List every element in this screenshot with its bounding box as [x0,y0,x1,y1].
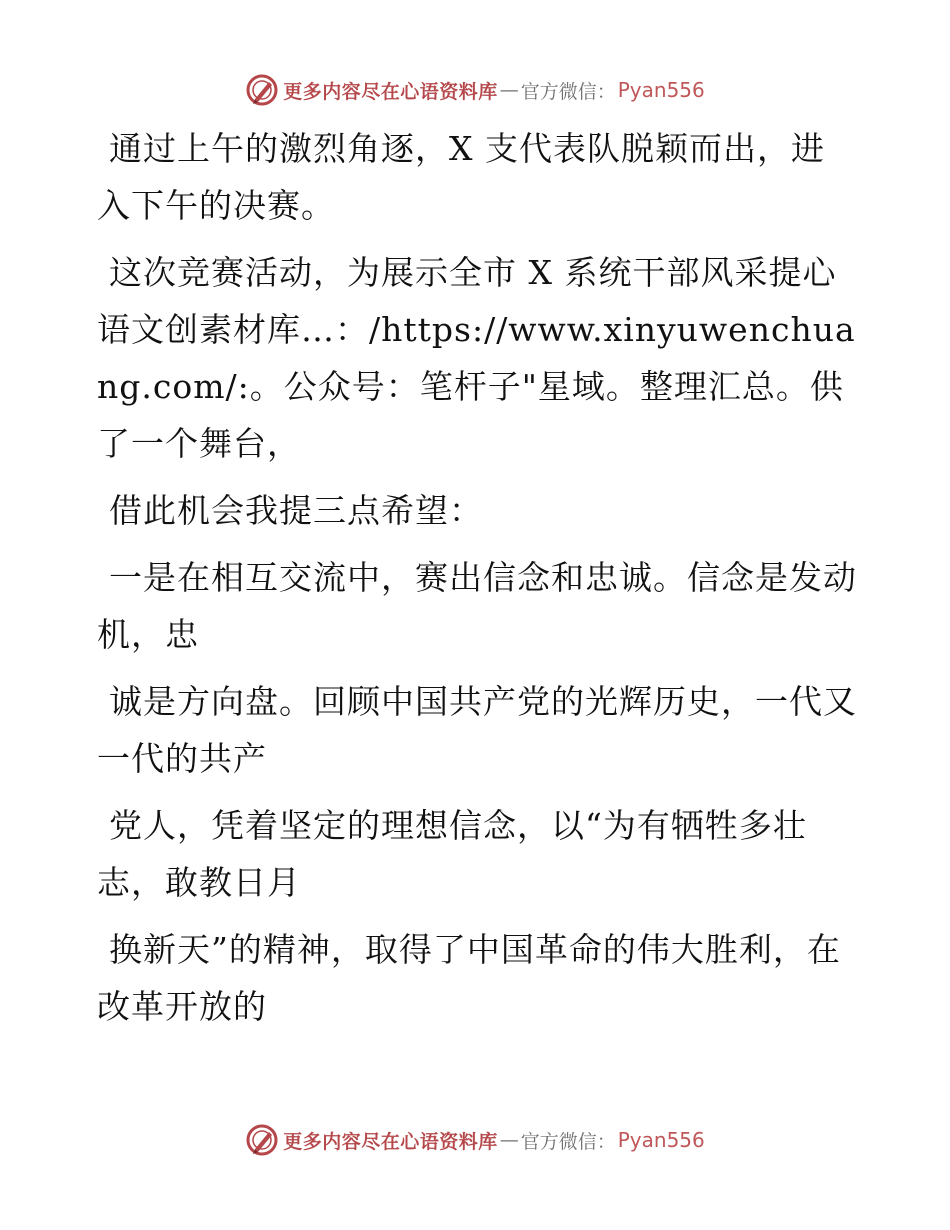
footer-watermark [0,1120,950,1160]
watermark-wechat-id: Pyan556 [617,78,705,102]
paragraph-7: 换新天”的精神，取得了中国革命的伟大胜利，在改革开放的 [97,930,841,1026]
watermark-dash: — [499,79,519,101]
watermark-wechat-id: Pyan556 [617,1128,705,1152]
watermark-dash: — [499,1129,519,1151]
paragraph-5: 诚是方向盘。回顾中国共产党的光辉历史，一代又一代的共产 [97,682,857,778]
document-body [97,120,857,1045]
paragraph-1: 通过上午的激烈角逐，X 支代表队脱颖而出，进入下午的决赛。 [97,129,825,225]
paragraph-6: 党人，凭着坚定的理想信念，以“为有牺牲多壮志，敢教日月 [97,806,807,902]
paragraph-3: 借此机会我提三点希望： [109,491,483,530]
watermark-site-text: 更多内容尽在心语资料库 [283,1130,498,1153]
header-watermark [0,70,950,110]
watermark-wechat-label: 官方微信： [520,80,616,103]
paragraph-4: 一是在相互交流中，赛出信念和忠诚。信念是发动机，忠 [97,558,857,654]
pen-logo-icon [245,1123,279,1157]
watermark-wechat-label: 官方微信： [520,1130,616,1153]
watermark-site-text: 更多内容尽在心语资料库 [283,80,498,103]
paragraph-2: 这次竞赛活动，为展示全市 X 系统干部风采提心语文创素材库…：/https://www.xinyuwenchuang.com/:。公众号：笔杆子"星域。整理汇总。供了一个舞台， [97,253,856,463]
pen-logo-icon [245,73,279,107]
